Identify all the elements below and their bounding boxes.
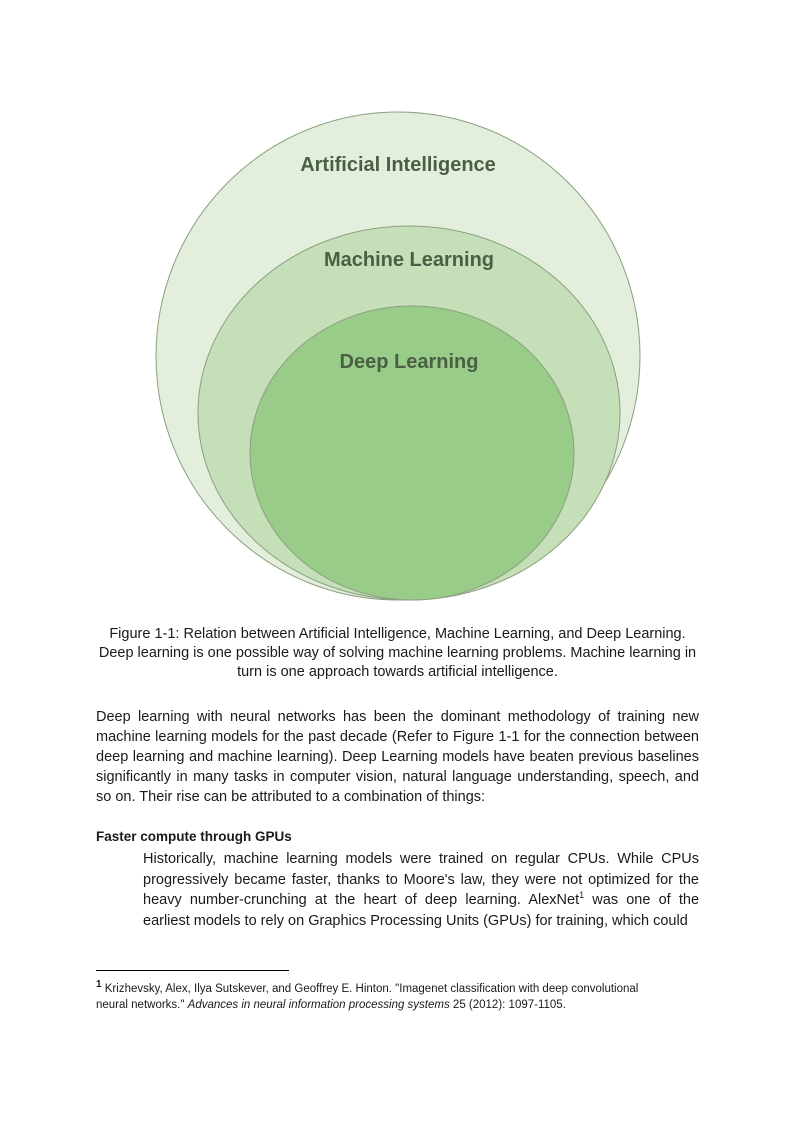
caption-line-3: turn is one approach towards artificial intelligence. bbox=[237, 664, 558, 680]
body-paragraph: Deep learning with neural networks has been the dominant methodology of training new machine learning models for the past decade (Refer to Figure 1-1 for the connection between deep learning and machine learning). Deep Learning models have beaten previous baselines significantly in many tasks in computer vision, natural language understanding, speech, and so on. Their rise can be attributed to a combination of things: bbox=[96, 709, 699, 805]
section-text-before: Historically, machine learning models were trained on regular CPUs. While CPUs progressively became faster, thanks to Moore's law, they were not optimized for the heavy number-crunching at the heart of deep learning. AlexNet bbox=[143, 851, 699, 908]
caption-line-2: Deep learning is one possible way of solving machine learning problems. Machine learning in bbox=[98, 645, 697, 661]
section-heading: Faster compute through GPUs bbox=[96, 829, 292, 844]
footnote-reference[interactable]: 1 bbox=[579, 890, 585, 901]
dl-label: Deep Learning bbox=[339, 351, 479, 373]
ml-label: Machine Learning bbox=[323, 249, 495, 271]
caption-line-1: Figure 1-1: Relation between Artificial Intelligence, Machine Learning, and Deep Learning. bbox=[109, 626, 686, 642]
footnote-text-after: 25 (2012): 1097-1105. bbox=[449, 998, 566, 1011]
footnote-divider bbox=[96, 970, 289, 971]
figure-caption bbox=[96, 625, 699, 682]
footnote-journal: Advances in neural information processing systems bbox=[187, 998, 450, 1011]
footnote-text-before: Krizhevsky, Alex, Ilya Sutskever, and Geoffrey E. Hinton. "Imagenet classification with deep convolutional neural networks." bbox=[96, 983, 639, 1011]
section-paragraph bbox=[143, 849, 699, 931]
footnote bbox=[96, 979, 656, 1013]
ai-label: Artificial Intelligence bbox=[300, 154, 496, 176]
section-text-after: was one of the earliest models to rely on Graphics Processing Units (GPUs) for training, which could bbox=[143, 892, 700, 929]
footnote-number: 1 bbox=[96, 979, 102, 991]
